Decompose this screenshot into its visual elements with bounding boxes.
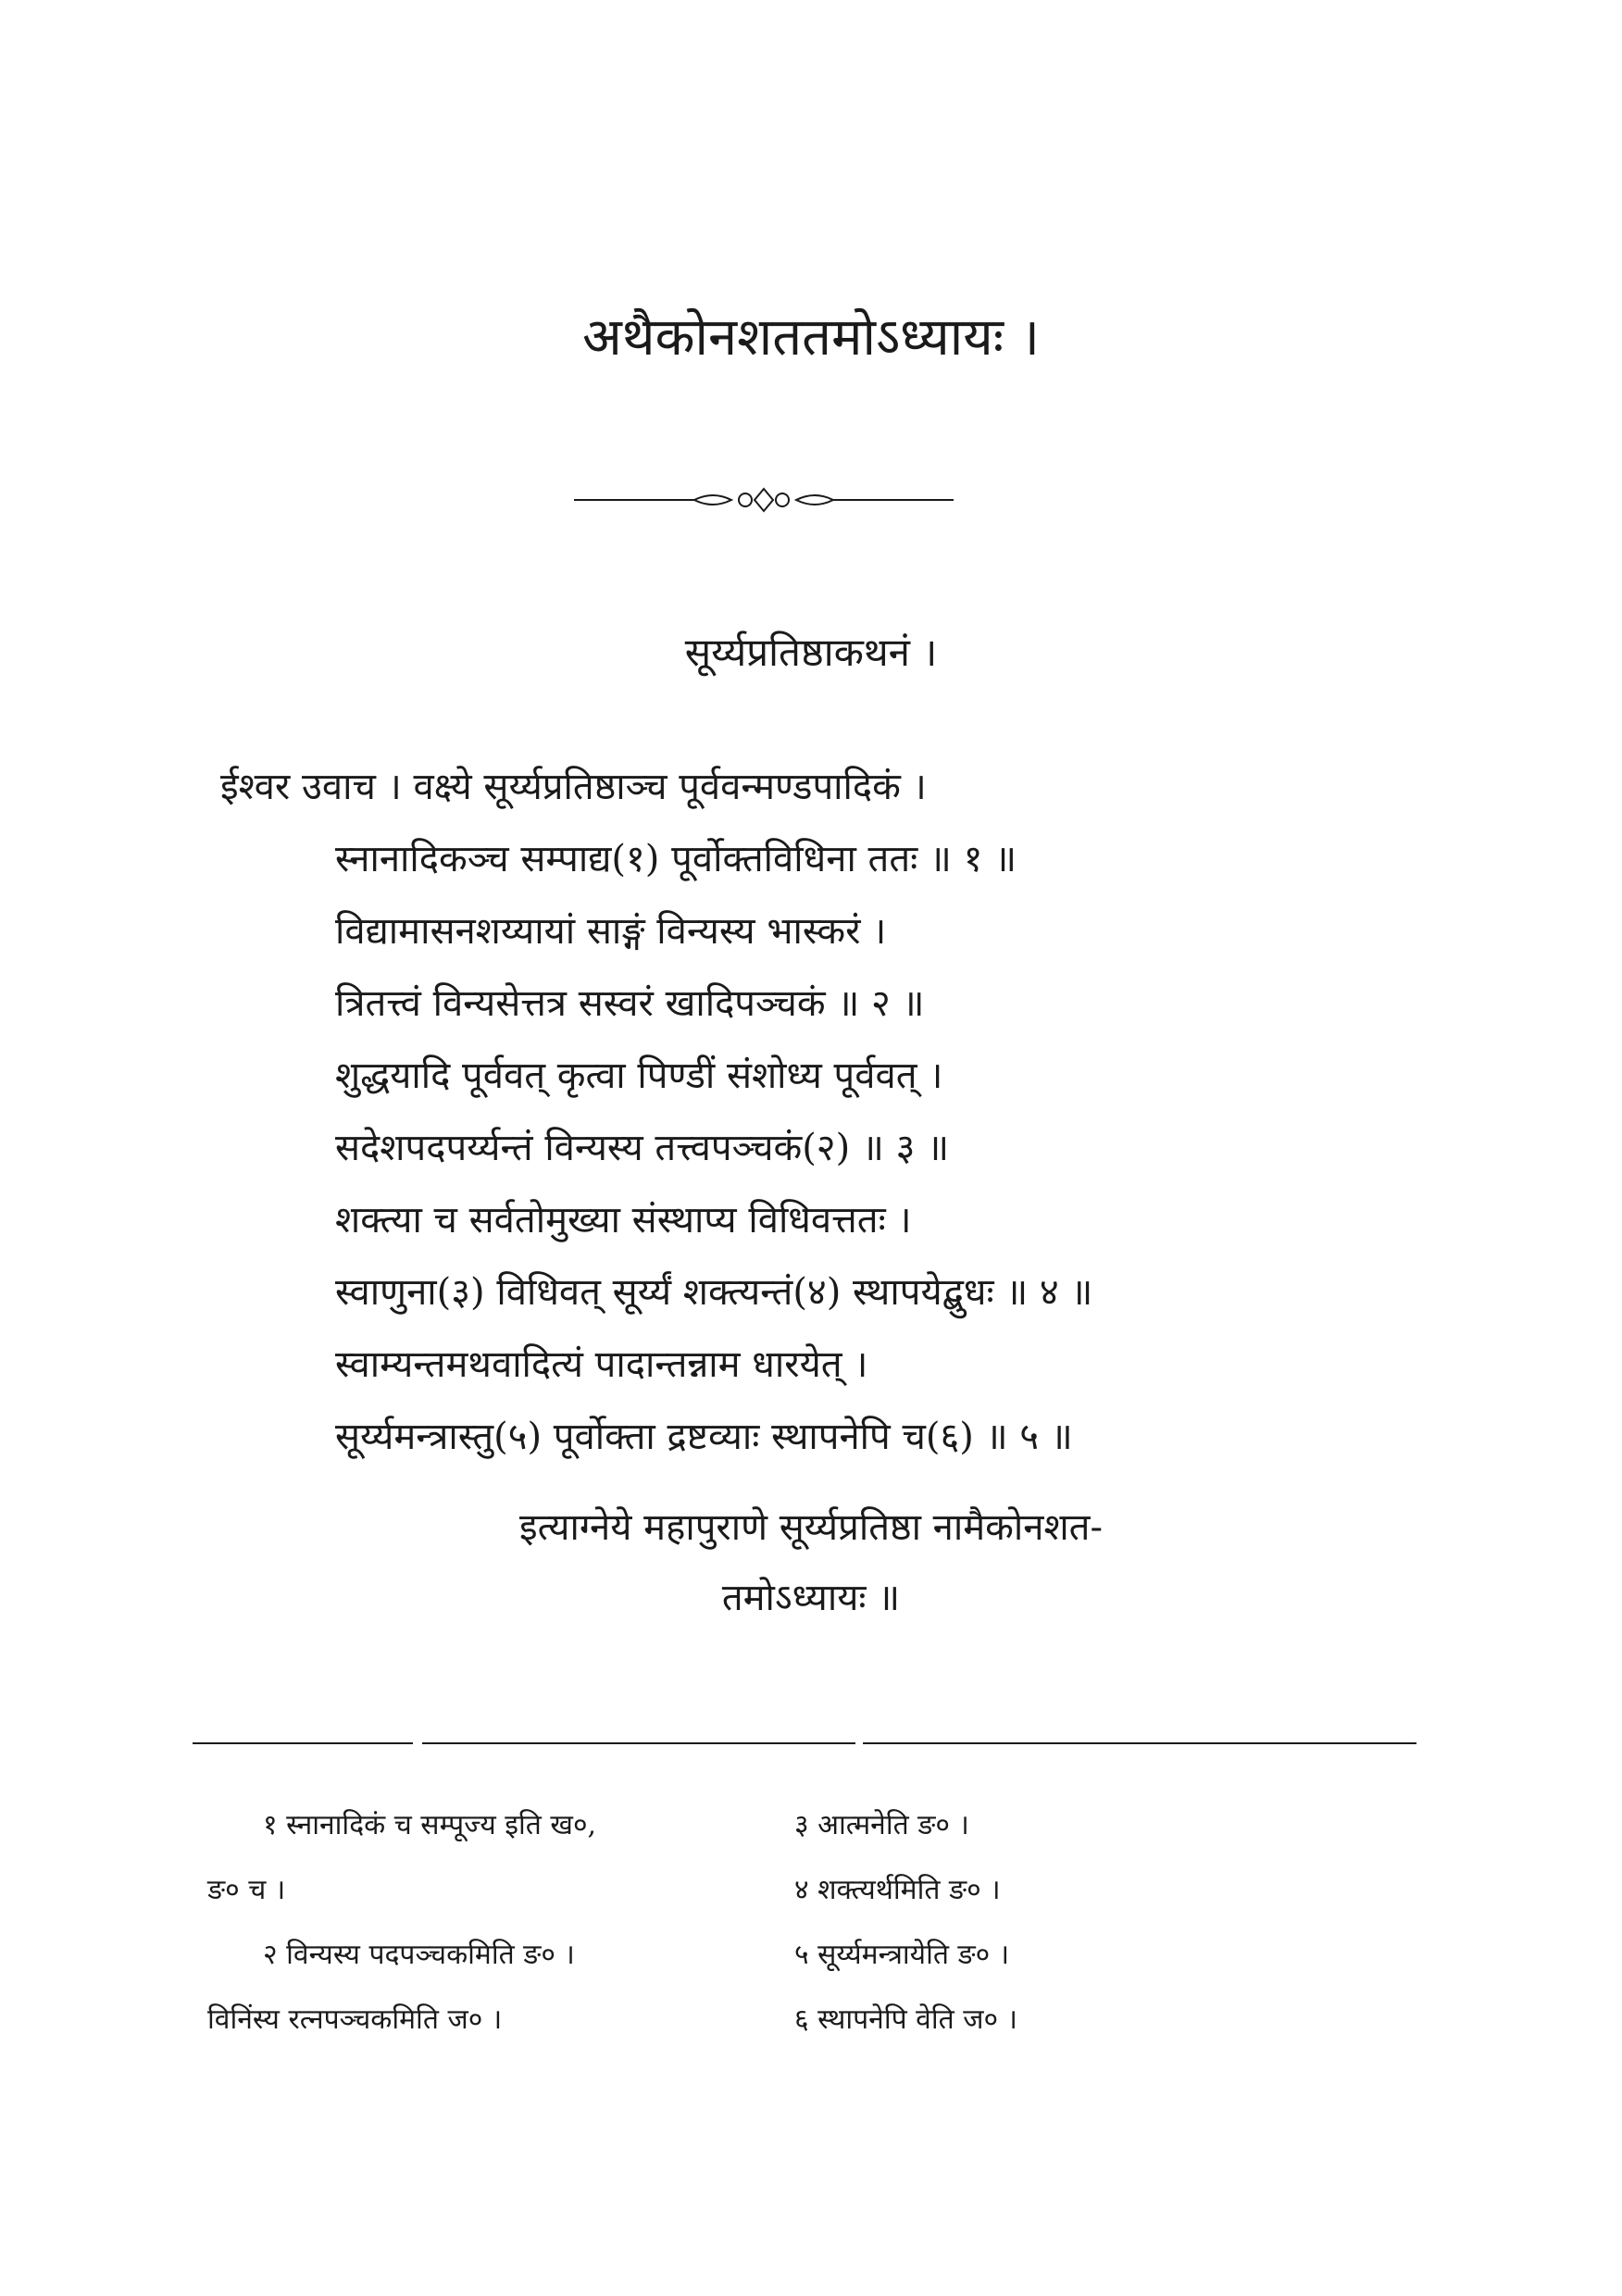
colophon-line: इत्याग्नेये महापुराणे सूर्य्यप्रतिष्ठा नामैकोनशत- bbox=[519, 1506, 1103, 1549]
verse-line: त्रितत्त्वं विन्यसेत्तत्र सस्वरं खादिपञ्चकं ॥ २ ॥ bbox=[335, 982, 925, 1025]
verse-line: स्नानादिकञ्च सम्पाद्य(१) पूर्वोक्तविधिना ततः ॥ १ ॥ bbox=[335, 838, 1017, 880]
footnote: ङ० च । bbox=[207, 1874, 286, 1906]
footnote: १ स्नानादिकं च सम्पूज्य इति ख०, bbox=[263, 1809, 597, 1841]
footnote: ५ सूर्य्यमन्त्रायेति ङ० । bbox=[794, 1939, 1010, 1971]
footnote-rule bbox=[193, 1742, 413, 1744]
footnote: ४ शक्त्यर्थमिति ङ० । bbox=[794, 1874, 1001, 1906]
footnote: ३ आत्मनेति ङ० । bbox=[794, 1809, 969, 1841]
verse-line: स्वाणुना(३) विधिवत् सूर्य्यं शक्त्यन्तं(४) स्थापयेद्बुधः ॥ ४ ॥ bbox=[335, 1271, 1093, 1314]
footnote: विनिंस्य रत्नपञ्चकमिति ज० । bbox=[207, 2003, 503, 2036]
footnote-rule bbox=[863, 1742, 1416, 1744]
footnote: २ विन्यस्य पदपञ्चकमिति ङ० । bbox=[263, 1939, 575, 1971]
chapter-heading: अथैकोनशततमोऽध्यायः । bbox=[581, 307, 1041, 368]
footnote-rule bbox=[422, 1742, 855, 1744]
verse-line: शुद्धयादि पूर्ववत् कृत्वा पिण्डीं संशोध्य पूर्ववत् । bbox=[335, 1054, 943, 1097]
verse-line: विद्यामासनशय्यायां साङ्गं विन्यस्य भास्करं । bbox=[335, 910, 887, 953]
verse-line: सूर्य्यमन्त्रास्तु(५) पूर्वोक्ता द्रष्टव्याः स्थापनेपि च(६) ॥ ५ ॥ bbox=[335, 1416, 1073, 1458]
ornament-divider bbox=[574, 480, 954, 520]
verse-line: सदेशपदपर्य्यन्तं विन्यस्य तत्त्वपञ्चकं(२) ॥ ३ ॥ bbox=[335, 1127, 950, 1169]
verse-line: शक्त्या च सर्वतोमुख्या संस्थाप्य विधिवत्ततः । bbox=[335, 1199, 912, 1242]
verse-line: स्वाम्यन्तमथवादित्यं पादान्तन्नाम धारयेत् । bbox=[335, 1343, 868, 1386]
verse-line: ईश्वर उवाच । वक्ष्ये सूर्य्यप्रतिष्ठाञ्च पूर्ववन्मण्डपादिकं । bbox=[220, 766, 927, 808]
section-title: सूर्य्यप्रतिष्ठाकथनं । bbox=[684, 630, 938, 675]
colophon-line: तमोऽध्यायः ॥ bbox=[721, 1577, 901, 1619]
footnote: ६ स्थापनेपि वेति ज० । bbox=[794, 2003, 1018, 2036]
